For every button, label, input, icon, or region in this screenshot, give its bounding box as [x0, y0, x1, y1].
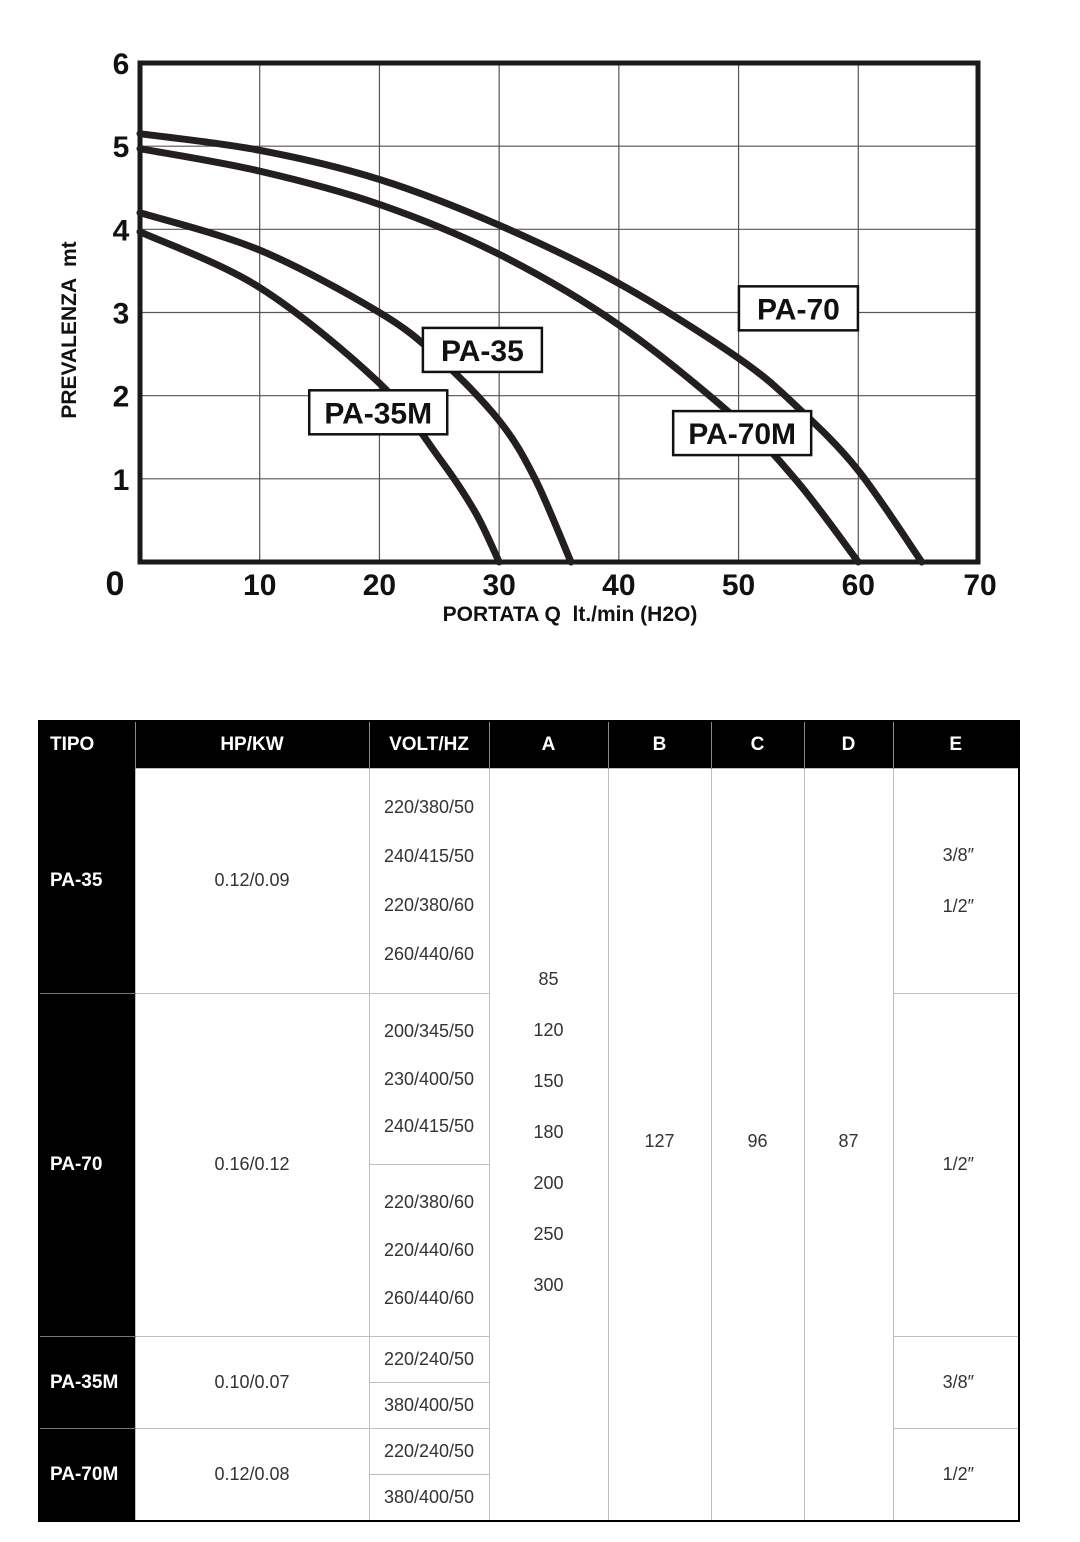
volt-value: 230/400/50 [383, 1068, 475, 1089]
label-pa-35 [423, 328, 542, 372]
header-d: D [804, 721, 893, 769]
volt-value: 220/380/60 [383, 1192, 475, 1213]
header-c: C [711, 721, 804, 769]
volt-value: 240/415/50 [383, 845, 475, 866]
volt-cell [369, 769, 489, 994]
x-axis-ticks [106, 565, 997, 603]
curve-pa-35 [140, 213, 571, 562]
volt-cell [369, 1165, 489, 1337]
a-value: 300 [533, 1275, 564, 1295]
e-cell: 3/8″ [893, 1336, 1019, 1428]
volt-value: 260/440/60 [383, 943, 475, 964]
e-value: 3/8″ [942, 844, 974, 865]
x-tick-label: 30 [482, 569, 516, 602]
a-value: 250 [533, 1224, 564, 1244]
a-value: 85 [538, 969, 559, 989]
label-pa-70 [739, 286, 858, 330]
y-tick-label: 5 [112, 131, 130, 165]
volt-value: 240/415/50 [383, 1116, 475, 1137]
volt-cell [369, 993, 489, 1165]
header-b: B [608, 721, 711, 769]
header-volthz: VOLT/HZ [369, 721, 489, 769]
tipo-cell: PA-35 [39, 769, 135, 994]
label-pa-70m [673, 411, 811, 455]
volt-value: 380/400/50 [369, 1383, 489, 1429]
header-a: A [489, 721, 608, 769]
y-tick-label: 3 [112, 297, 130, 331]
volt-value: 220/380/60 [383, 894, 475, 915]
y-tick-label: 2 [112, 380, 130, 414]
e-cell [893, 769, 1019, 994]
table-header-row [39, 721, 1019, 769]
label-pa-35m [309, 390, 447, 434]
hpkw-cell: 0.10/0.07 [135, 1336, 369, 1428]
pump-curve-chart [0, 0, 1080, 640]
x-tick-label: 60 [841, 569, 875, 602]
header-hpkw: HP/KW [135, 721, 369, 769]
volt-value: 220/440/60 [383, 1240, 475, 1261]
svg-text:PA-70M: PA-70M [688, 418, 797, 452]
x-tick-label: 20 [362, 569, 397, 602]
y-axis-ticks [113, 48, 130, 497]
table-row [39, 769, 1019, 994]
x-axis-label: PORTATA Q lt./min (H2O) [442, 603, 698, 626]
x-tick-label: 40 [602, 569, 636, 602]
hpkw-cell: 0.12/0.09 [135, 769, 369, 994]
tipo-cell: PA-35M [39, 1336, 135, 1428]
svg-text:PA-70: PA-70 [757, 293, 840, 327]
hpkw-cell: 0.12/0.08 [135, 1429, 369, 1521]
svg-text:PA-35: PA-35 [440, 334, 524, 368]
volt-value: 220/240/50 [369, 1336, 489, 1382]
y-tick-label: 6 [112, 48, 130, 81]
header-e: E [893, 721, 1019, 769]
d-cell: 87 [804, 769, 893, 1522]
x-tick-label: 0 [105, 565, 125, 603]
curve-labels [309, 286, 858, 455]
hpkw-cell: 0.16/0.12 [135, 993, 369, 1336]
volt-value: 220/240/50 [369, 1429, 489, 1475]
header-tipo: TIPO [39, 721, 135, 769]
volt-value: 260/440/60 [383, 1287, 475, 1308]
a-cell [489, 769, 608, 1522]
svg-text:PA-35M: PA-35M [324, 397, 433, 431]
a-value: 150 [533, 1071, 564, 1091]
e-cell: 1/2″ [893, 993, 1019, 1336]
a-value: 200 [533, 1173, 564, 1193]
y-tick-label: 1 [112, 463, 130, 497]
x-tick-label: 50 [721, 569, 756, 602]
volt-value: 200/345/50 [383, 1020, 475, 1041]
spec-table [38, 720, 1020, 1522]
e-cell: 1/2″ [893, 1429, 1019, 1521]
tipo-cell: PA-70M [39, 1429, 135, 1521]
volt-value: 220/380/50 [383, 796, 475, 817]
volt-value: 380/400/50 [369, 1475, 489, 1521]
y-axis-label: PREVALENZA mt [58, 241, 81, 419]
x-tick-label: 10 [243, 569, 277, 602]
e-value: 1/2″ [942, 895, 974, 916]
a-value: 120 [533, 1020, 564, 1040]
tipo-cell: PA-70 [39, 993, 135, 1336]
y-tick-label: 4 [112, 214, 130, 248]
x-tick-label: 70 [963, 569, 997, 602]
b-cell: 127 [608, 769, 711, 1522]
c-cell: 96 [711, 769, 804, 1522]
a-value: 180 [533, 1122, 564, 1142]
